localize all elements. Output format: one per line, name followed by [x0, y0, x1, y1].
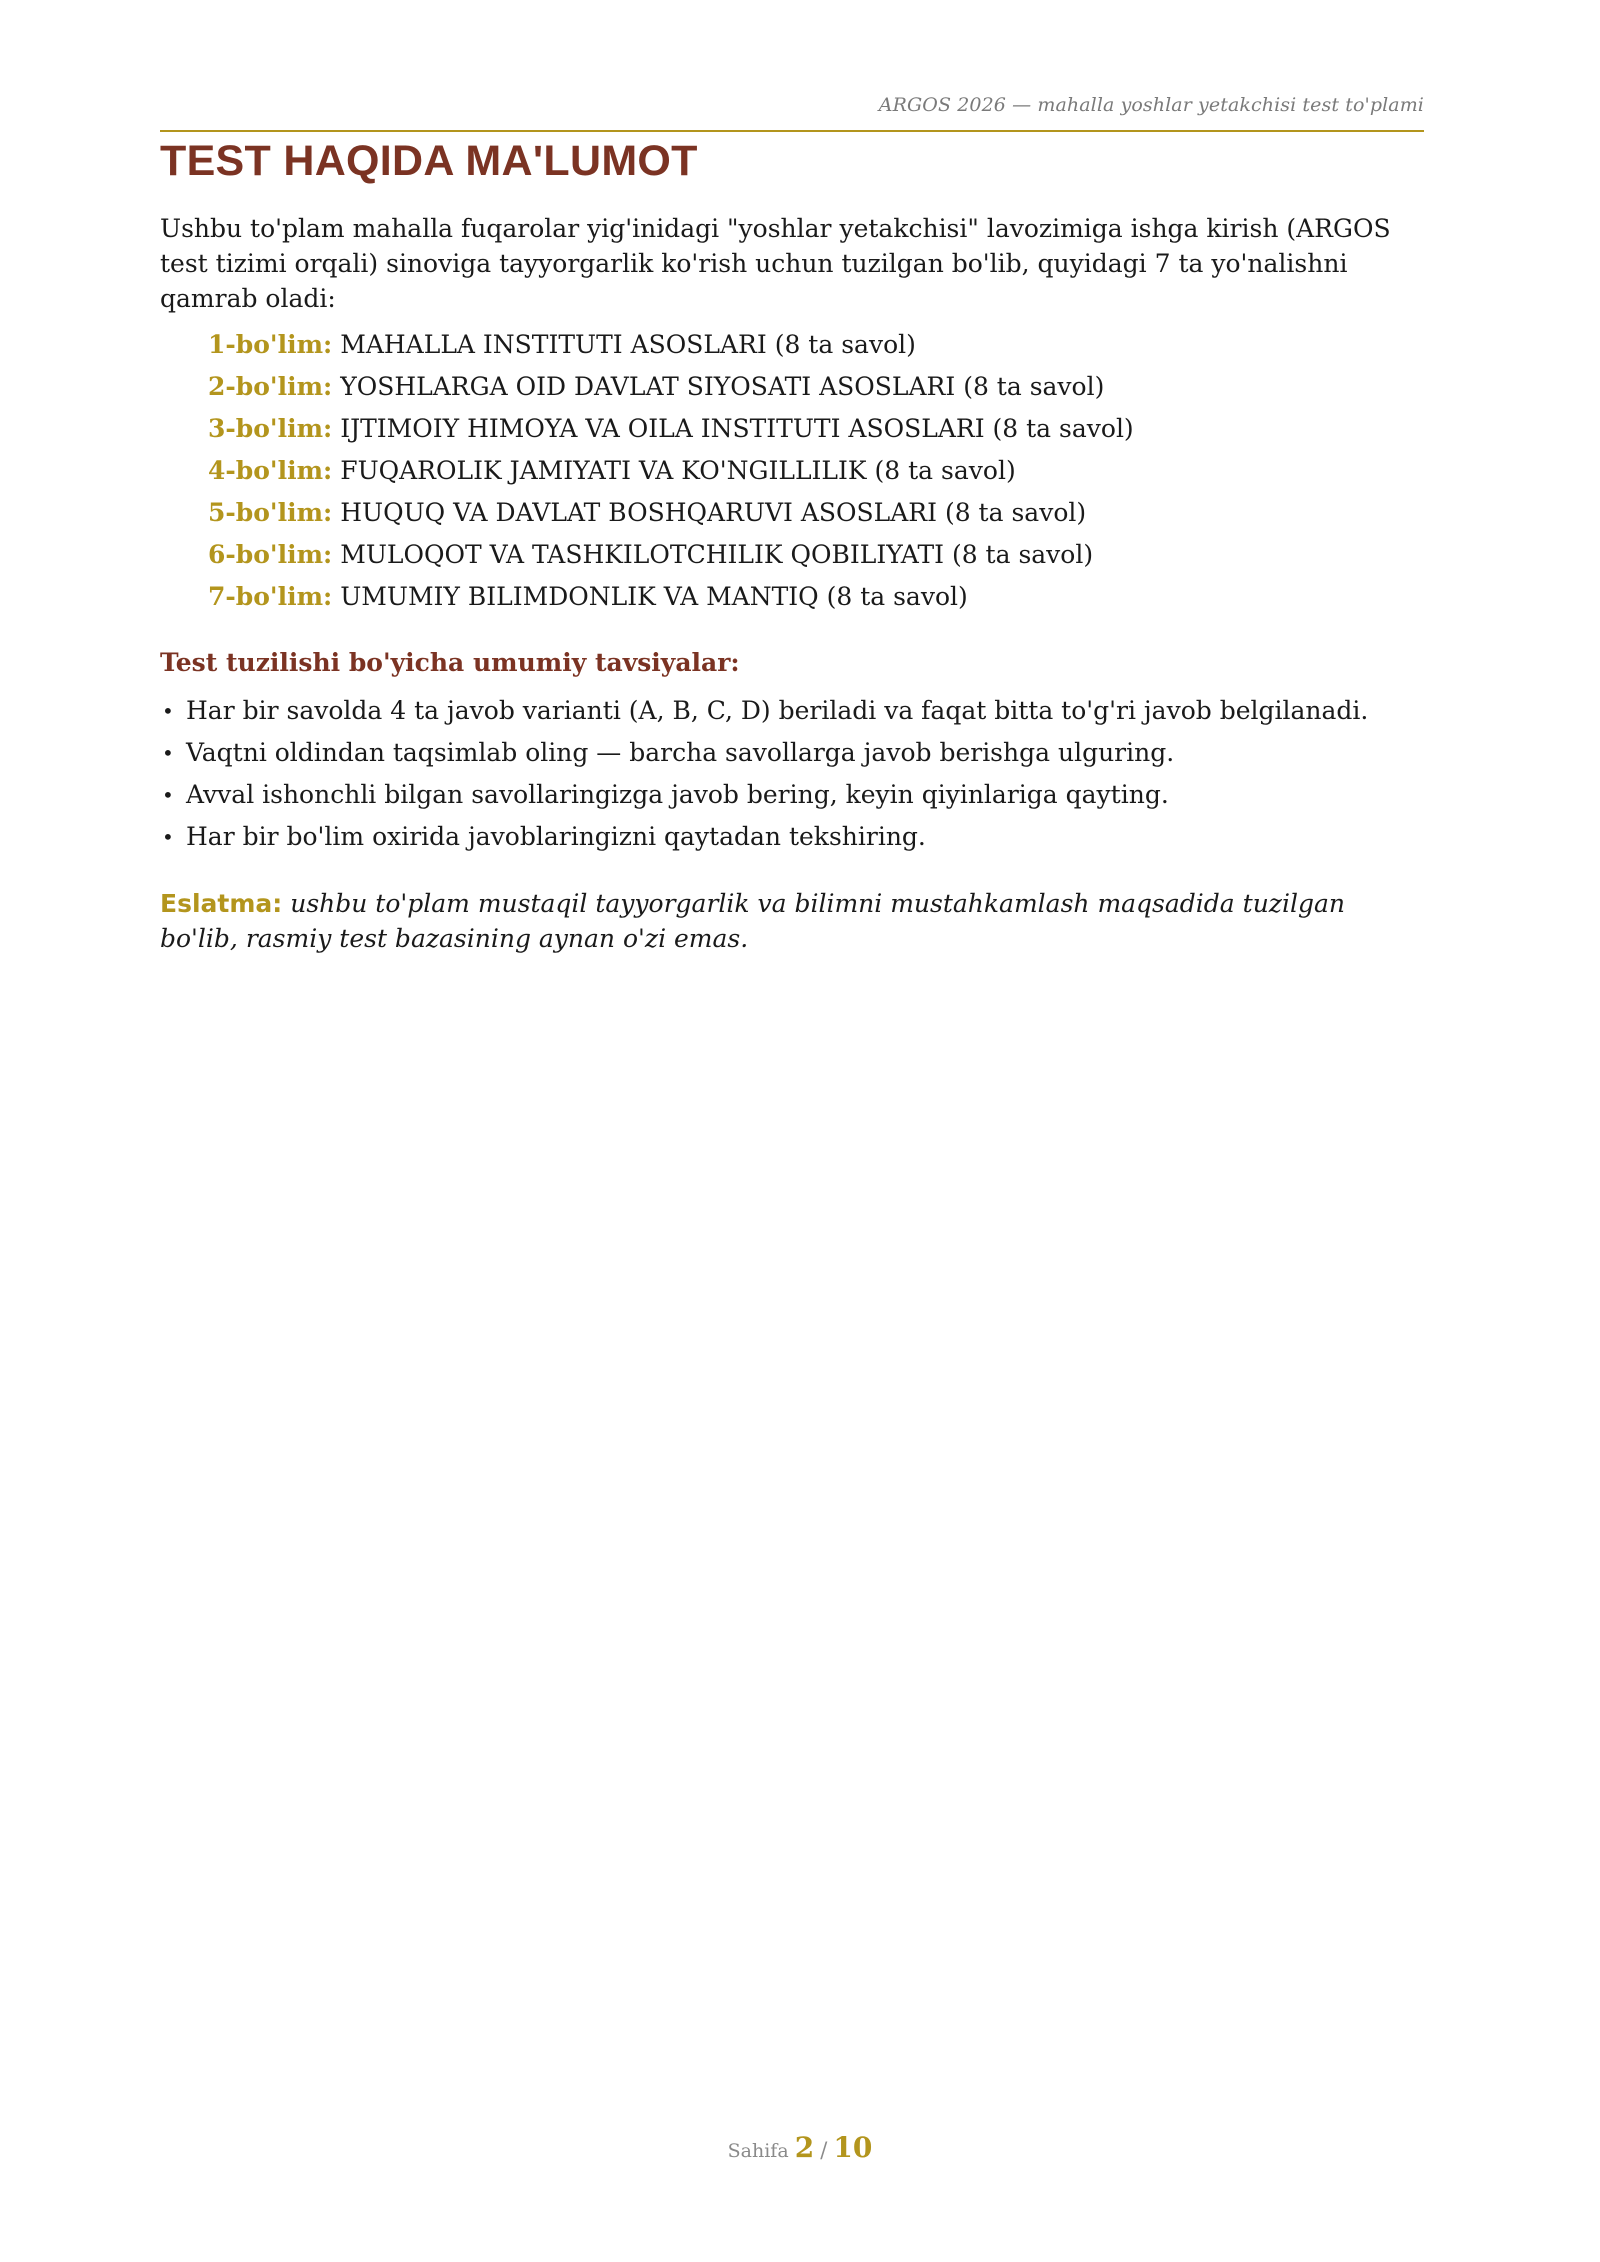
running-header: ARGOS 2026 — mahalla yoshlar yetakchisi test to'plami [878, 94, 1424, 116]
recommendation-text: Har bir bo'lim oxirida javoblaringizni qaytadan tekshiring. [186, 822, 926, 851]
recommendations-heading: Test tuzilishi bo'yicha umumiy tavsiyalar: [160, 648, 740, 677]
section-text: FUQAROLIK JAMIYATI VA KO'NGILLILIK (8 ta savol) [340, 456, 1016, 485]
section-text: MAHALLA INSTITUTI ASOSLARI (8 ta savol) [340, 330, 916, 359]
section-item [208, 492, 1424, 534]
section-label: 1-bo'lim: [208, 330, 333, 359]
page-label: Sahifa [727, 2140, 789, 2162]
section-item [208, 450, 1424, 492]
recommendation-item [160, 690, 1424, 732]
page-separator: / [820, 2138, 828, 2162]
bullet-icon: • [162, 699, 174, 723]
recommendations-list [160, 690, 1424, 858]
section-item [208, 408, 1424, 450]
page-content [160, 133, 1424, 956]
intro-paragraph: Ushbu to'plam mahalla fuqarolar yig'inidagi "yoshlar yetakchisi" lavozimiga ishga kirish (ARGOS test tizimi orqali) sinoviga tayyorgarlik ko'rish uchun tuzilgan bo'lib, quyidagi 7 ta yo'nalishni qamrab oladi: [160, 214, 1391, 313]
recommendation-item [160, 816, 1424, 858]
page-footer [0, 2131, 1600, 2164]
recommendation-item [160, 732, 1424, 774]
recommendation-text: Har bir savolda 4 ta javob varianti (A, B, C, D) beriladi va faqat bitta to'g'ri javob belgilanadi. [186, 696, 1369, 725]
section-text: UMUMIY BILIMDONLIK VA MANTIQ (8 ta savol) [340, 582, 968, 611]
section-text: YOSHLARGA OID DAVLAT SIYOSATI ASOSLARI (8 ta savol) [340, 372, 1105, 401]
section-label: 6-bo'lim: [208, 540, 333, 569]
recommendation-text: Vaqtni oldindan taqsimlab oling — barcha savollarga javob berishga ulguring. [186, 738, 1175, 767]
section-label: 3-bo'lim: [208, 414, 333, 443]
header-divider [160, 130, 1424, 132]
bullet-icon: • [162, 741, 174, 765]
section-text: HUQUQ VA DAVLAT BOSHQARUVI ASOSLARI (8 ta savol) [340, 498, 1087, 527]
page-title: TEST HAQIDA MA'LUMOT [160, 137, 698, 185]
section-text: IJTIMOIY HIMOYA VA OILA INSTITUTI ASOSLARI (8 ta savol) [340, 414, 1134, 443]
section-list [208, 324, 1424, 618]
section-label: 7-bo'lim: [208, 582, 333, 611]
note-text: ushbu to'plam mustaqil tayyorgarlik va bilimni mustahkamlash maqsadida tuzilgan bo'lib, rasmiy test bazasining aynan o'zi emas. [160, 889, 1345, 953]
bullet-icon: • [162, 783, 174, 807]
section-label: 5-bo'lim: [208, 498, 333, 527]
total-pages-number: 10 [833, 2131, 873, 2164]
section-label: 4-bo'lim: [208, 456, 333, 485]
section-item [208, 366, 1424, 408]
section-text: MULOQOT VA TASHKILOTCHILIK QOBILIYATI (8 ta savol) [340, 540, 1094, 569]
current-page-number: 2 [794, 2131, 815, 2164]
bullet-icon: • [162, 825, 174, 849]
recommendation-item [160, 774, 1424, 816]
recommendation-text: Avval ishonchli bilgan savollaringizga javob bering, keyin qiyinlariga qayting. [186, 780, 1169, 809]
section-label: 2-bo'lim: [208, 372, 333, 401]
section-item [208, 534, 1424, 576]
section-item [208, 576, 1424, 618]
note-label: Eslatma: [160, 889, 283, 918]
section-item [208, 324, 1424, 366]
note-paragraph [160, 886, 1424, 956]
